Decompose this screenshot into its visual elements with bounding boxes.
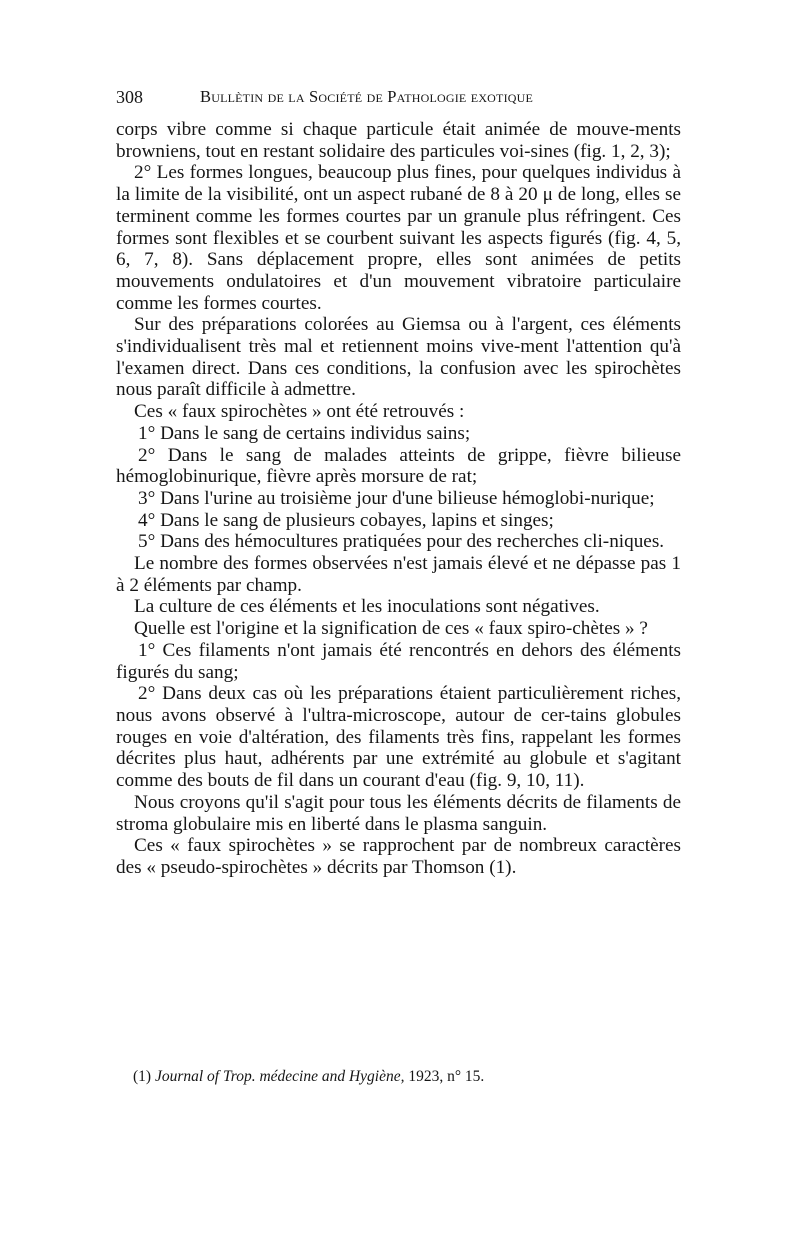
running-head: Bullètin de la Société de Pathologie exotique	[200, 87, 534, 106]
list-item-patient-blood: 2° Dans le sang de malades atteints de grippe, fièvre bilieuse hémoglobinurique, fièvre après morsure de rat;	[116, 444, 681, 488]
body-paragraph-origin-question: Quelle est l'origine et la signification de ces « faux spiro-chètes » ?	[134, 618, 648, 640]
body-paragraph-culture-result: La culture de ces éléments et les inoculations sont négatives.	[134, 596, 600, 618]
footnote-citation: 1923, n° 15.	[408, 1068, 485, 1085]
page-number: 308	[116, 87, 143, 107]
footnote-journal: Journal of Trop. médecine and Hygiène,	[154, 1068, 405, 1085]
footnote-marker: (1)	[133, 1068, 152, 1085]
list-item-ultramicroscope: 2° Dans deux cas où les préparations étaient particulièrement riches, nous avons observé à l'ultra-microscope, autour de cer-tains globules rouges en voie d'altération, des filaments très fins, rappelant les formes décrites plus haut, adhérents par une extrémité au globule et s'agitant comme des bouts de fil dans un courant d'eau (fig. 9, 10, 11).	[116, 683, 681, 792]
body-paragraph-long-forms: 2° Les formes longues, beaucoup plus fines, pour quelques individus à la limite de la visibilité, ont un aspect rubané de 8 à 20 μ de long, elles se terminent comme les formes courtes par un granule plus réfringent. Ces formes sont flexibles et se courbent suivant les aspects figurés (fig. 4, 5, 6, 7, 8). Sans déplacement propre, elles sont animées de petits mouvements ondulatoires et d'un mouvement vibratoire particulaire comme les formes courtes.	[116, 162, 681, 314]
body-paragraph-found-intro: Ces « faux spirochètes » ont été retrouvés :	[134, 401, 465, 423]
footnote	[133, 1067, 681, 1086]
list-item-hemocultures: 5° Dans des hémocultures pratiquées pour des recherches cli-niques.	[138, 531, 665, 553]
list-item-urine: 3° Dans l'urine au troisième jour d'une bilieuse hémoglobi-nurique;	[138, 487, 655, 509]
body-paragraph-staining: Sur des préparations colorées au Giemsa ou à l'argent, ces éléments s'individualisent très mal et retiennent moins vive-ment l'attention qu'à l'examen direct. Dans ces conditions, la confusion avec les spirochètes nous paraît difficile à admettre.	[116, 314, 681, 401]
body-paragraph-form-count: Le nombre des formes observées n'est jamais élevé et ne dépasse pas 1 à 2 éléments par champ.	[116, 553, 681, 596]
body-paragraph-stroma-conclusion: Nous croyons qu'il s'agit pour tous les éléments décrits de filaments de stroma globulaire mis en liberté dans le plasma sanguin.	[116, 791, 681, 835]
list-item-healthy-blood: 1° Dans le sang de certains individus sains;	[138, 422, 471, 444]
list-item-animal-blood: 4° Dans le sang de plusieurs cobayes, lapins et singes;	[138, 509, 554, 531]
list-item-blood-elements: 1° Ces filaments n'ont jamais été rencontrés en dehors des éléments figurés du sang;	[116, 639, 681, 683]
body-paragraph-continuation: corps vibre comme si chaque particule était animée de mouve-ments browniens, tout en restant solidaire des particules voi-sines (fig. 1, 2, 3);	[116, 119, 681, 162]
page-header	[116, 86, 681, 108]
article-body	[116, 119, 681, 879]
body-paragraph-thomson-comparison: Ces « faux spirochètes » se rapprochent par de nombreux caractères des « pseudo-spirochètes » décrits par Thomson (1).	[116, 835, 681, 878]
